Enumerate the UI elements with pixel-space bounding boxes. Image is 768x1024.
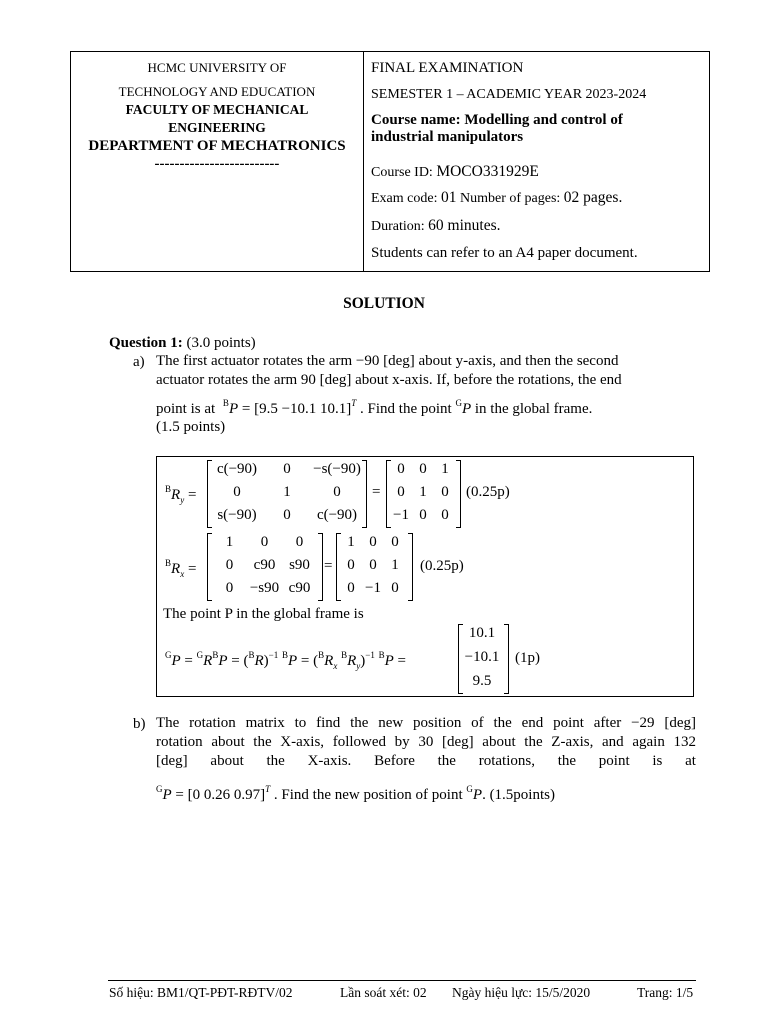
ry-matrix-cell: 0 (333, 484, 341, 500)
result-cell: −10.1 (464, 649, 500, 665)
course-id (371, 163, 707, 181)
part-b-line-3-word: X-axis. (307, 753, 352, 769)
solution-heading: SOLUTION (343, 295, 425, 312)
rx-matrix-cell: 1 (225, 534, 234, 550)
part-a-line-2: actuator rotates the arm 90 [deg] about x-axis. If, before the rotations, the end (156, 372, 622, 388)
footer-doc-number: Số hiệu: BM1/QT-PĐT-RĐTV/02 (109, 985, 293, 1000)
rx-matrix-cell: c90 (288, 580, 311, 596)
part-b-line-4: $^G$P = [0 0.26 0.97]$^T$ . Find the new position of point $^G$P. (1.5points) (156, 784, 555, 803)
ry-matrix-cell: c(−90) (316, 507, 358, 523)
rx-label: $^BR_x$ = (165, 558, 197, 579)
part-b-line-3-word: rotations, (478, 753, 535, 769)
part-a-line-1: The first actuator rotates the arm −90 [deg] about y-axis, and then the second (156, 353, 619, 369)
global-point-equation: $^GP = ^GR^BP = (^BR)^{-1}$ $^BP = (^BR_x$ $^BR_y)^{-1}$ $^B$P = (165, 650, 406, 671)
pages-value: 02 pages. (563, 189, 623, 206)
part-b-line-3-word: the (266, 753, 285, 769)
ry-matrix-cell: c(−90) (216, 461, 258, 477)
part-b-line-2: rotation about the X-axis, followed by 30 [deg] about the Z-axis, and again 132 (156, 734, 696, 750)
rx-value-cell: 0 (369, 534, 377, 550)
rx-score: (0.25p) (420, 558, 464, 574)
part-a-text (156, 352, 676, 390)
rx-value-bracket-right (408, 533, 413, 601)
exam-code-label: Exam code: (371, 191, 438, 206)
part-b-line-3-word: the (437, 753, 456, 769)
question-1-label: Question 1: (109, 335, 183, 351)
part-a-points: (1.5 points) (156, 419, 226, 435)
global-frame-text: The point P in the global frame is (163, 606, 364, 622)
part-b-line-3-word: point (598, 753, 630, 769)
reference-note: Students can refer to an A4 paper document. (371, 245, 638, 261)
pages-label: Number of pages: (459, 191, 561, 206)
department-name: DEPARTMENT OF MECHATRONICS (88, 138, 346, 154)
part-b-line-3-word: is (652, 753, 663, 769)
ry-value-cell: 0 (419, 461, 427, 477)
duration-label: Duration: (371, 219, 425, 234)
rx-value-cell: −1 (365, 580, 381, 596)
rx-matrix-cell: 0 (225, 580, 234, 596)
course-name (371, 112, 707, 147)
question-1-points: (3.0 points) (186, 335, 256, 351)
university-line-2: TECHNOLOGY AND EDUCATION (118, 84, 316, 99)
rx-value-cell: 1 (391, 557, 399, 573)
question-1-title (109, 336, 256, 351)
part-b-text (156, 714, 696, 771)
part-b-marker: b) (133, 716, 146, 732)
part-b-line-4-post: . Find the new position of point (273, 787, 463, 803)
rx-value-cell: 0 (347, 580, 355, 596)
part-b-line-3-word: about (210, 753, 244, 769)
ry-matrix-cell: 1 (283, 484, 291, 500)
ry-matrix-cell: 0 (283, 461, 291, 477)
course-name-label: Course name: (371, 112, 461, 128)
ry-value-bracket-right (456, 460, 461, 528)
rx-matrix-cell: c90 (253, 557, 276, 573)
rx-value-cell: 0 (391, 580, 399, 596)
result-bracket-right (504, 624, 509, 694)
ry-matrix-cell: −s(−90) (313, 461, 361, 477)
part-b-line-3-word: Before (374, 753, 415, 769)
rx-equals: = (324, 558, 333, 574)
result-score: (1p) (515, 650, 540, 666)
ry-equals: = (372, 484, 381, 500)
ry-value-cell: 0 (397, 484, 405, 500)
part-b-line-4-end: . (1.5points) (482, 787, 555, 803)
exam-code (371, 189, 707, 207)
footer-revision: Lần soát xét: 02 (340, 985, 427, 1000)
header-table (70, 51, 710, 272)
ry-bracket-right (362, 460, 367, 528)
rx-matrix-cell: 0 (225, 557, 234, 573)
result-cell: 10.1 (468, 625, 496, 641)
part-a-line-3-mid: . Find the point (360, 401, 452, 417)
exam-title: FINAL EXAMINATION (371, 60, 524, 76)
rx-matrix-cell: −s90 (249, 580, 280, 596)
rx-matrix-cell: s90 (289, 557, 310, 573)
part-a-line-3-pre: point is at (156, 401, 216, 417)
ry-value-cell: 0 (441, 507, 449, 523)
part-b-line-1: The rotation matrix to find the new position of the end point after −29 [deg] (156, 715, 696, 731)
duration (371, 217, 707, 235)
ry-score: (0.25p) (466, 484, 510, 500)
course-id-label: Course ID: (371, 165, 433, 180)
ry-value-cell: 1 (419, 484, 427, 500)
rx-matrix-cell: 0 (260, 534, 269, 550)
faculty-line-1: FACULTY OF MECHANICAL (125, 102, 309, 117)
ry-matrix-cell: s(−90) (217, 507, 257, 523)
faculty-line-2: ENGINEERING (168, 120, 266, 135)
part-b-line-3-word: [deg] (156, 753, 188, 769)
course-name-value-1: Modelling and control of (464, 112, 623, 128)
rx-bracket-right (318, 533, 323, 601)
ry-value-cell: −1 (393, 507, 409, 523)
end-point-vector: = [9.5 −10.1 10.1] (241, 401, 352, 417)
ry-value-cell: 0 (397, 461, 405, 477)
header-dashes: ------------------------- (154, 156, 280, 172)
ry-matrix-cell: 0 (283, 507, 291, 523)
rx-value-cell: 0 (347, 557, 355, 573)
part-a-line-3: point is at $^B$P = [9.5 −10.1 10.1]$^T$ . Find the point $^G$P in the global frame. (156, 398, 593, 417)
course-id-value: MOCO331929E (436, 163, 539, 180)
part-b-line-3-word: the (557, 753, 577, 769)
part-b-line-3-word: at (685, 753, 696, 769)
part-b-line-3 (156, 752, 696, 771)
footer-effective-date: Ngày hiệu lực: 15/5/2020 (452, 985, 591, 1000)
rx-matrix-cell: 0 (295, 534, 304, 550)
course-name-value-2: industrial manipulators (371, 129, 524, 146)
rx-value-cell: 0 (391, 534, 399, 550)
ry-value-cell: 0 (441, 484, 449, 500)
result-cell: 9.5 (472, 673, 492, 689)
footer-rule (108, 980, 696, 981)
part-a-line-3-post: in the global frame. (474, 401, 593, 417)
ry-matrix-cell: 0 (233, 484, 241, 500)
university-line-1: HCMC UNIVERSITY OF (147, 60, 287, 75)
duration-value: 60 minutes. (428, 217, 501, 234)
exam-code-value: 01 (440, 189, 457, 206)
rx-value-cell: 1 (347, 534, 355, 550)
semester: SEMESTER 1 – ACADEMIC YEAR 2023-2024 (371, 87, 647, 102)
header-divider (363, 52, 364, 271)
ry-label: $^BR_y$ = (165, 484, 197, 505)
part-a-marker: a) (133, 354, 145, 370)
rx-value-cell: 0 (369, 557, 377, 573)
ry-value-cell: 0 (419, 507, 427, 523)
part-b-point-vector: = [0 0.26 0.97] (175, 787, 266, 803)
ry-value-cell: 1 (441, 461, 449, 477)
footer-page-number: Trang: 1/5 (637, 985, 694, 1000)
